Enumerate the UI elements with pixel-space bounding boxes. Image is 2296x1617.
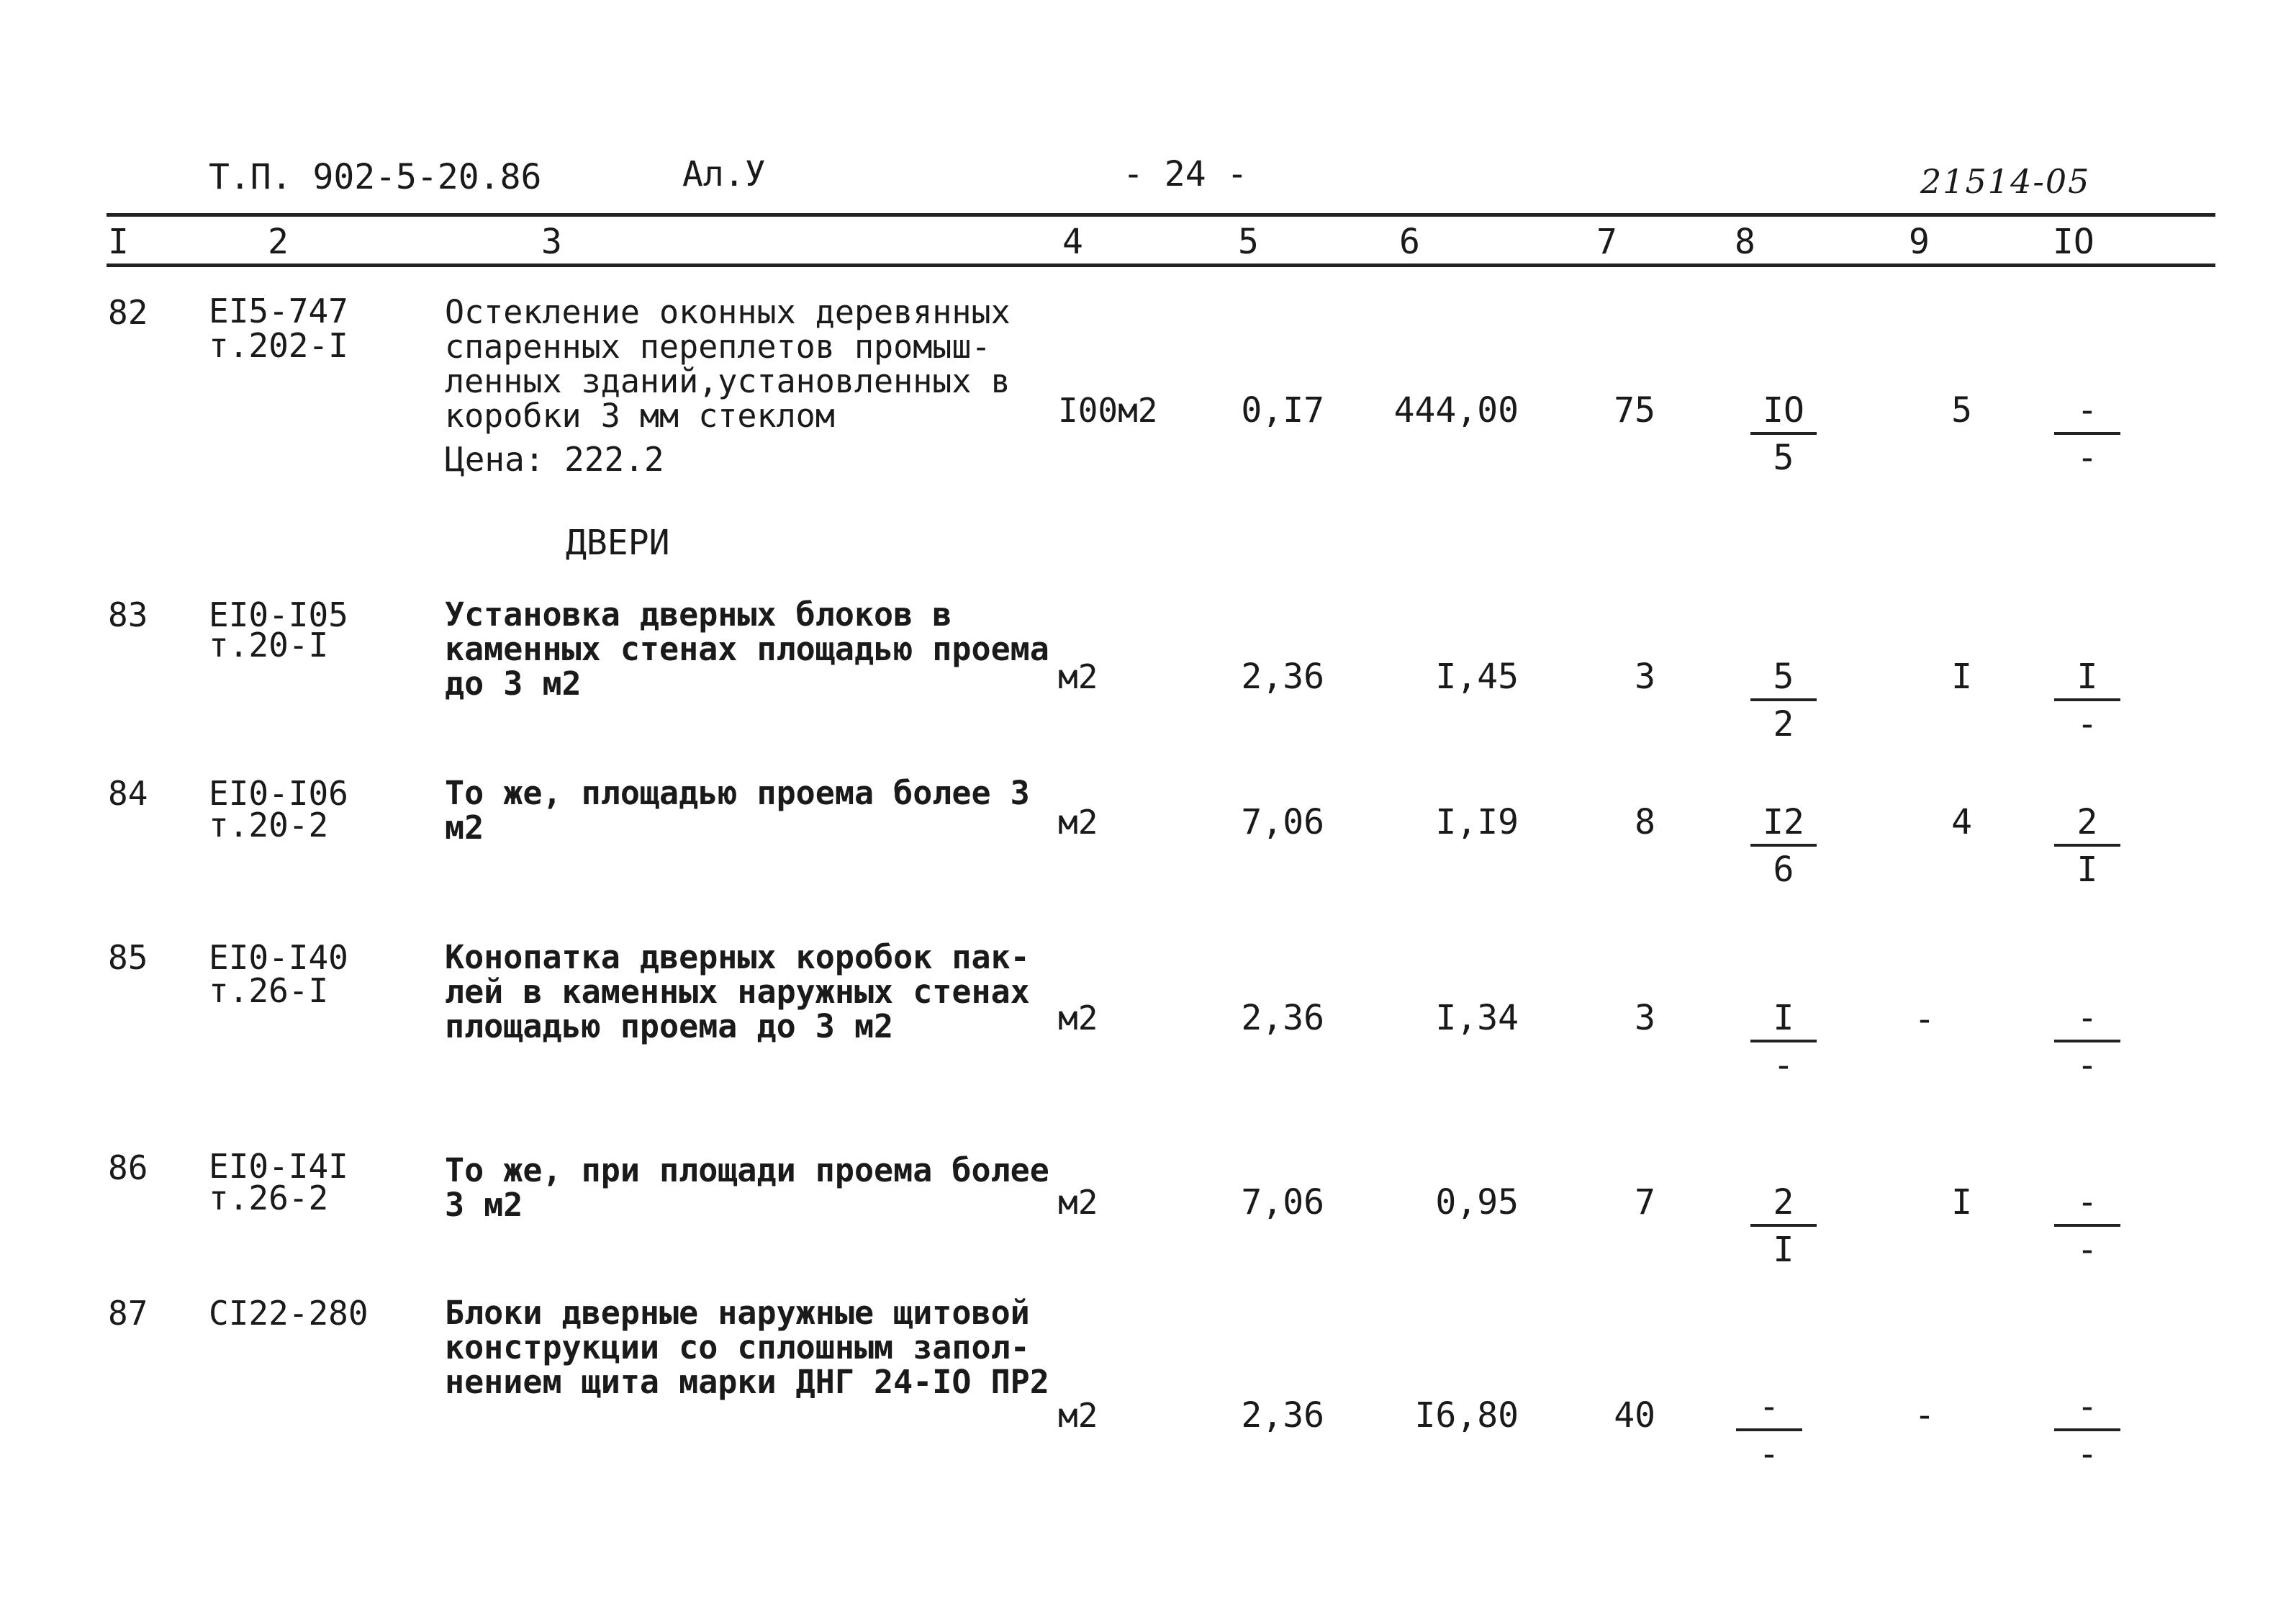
work-description: Блоки дверные наружные щитовой конструкции со сплошным запол-нением щита марки ДНГ 24-IO ПР2 (445, 1294, 1049, 1401)
fraction-bottom: 2 (1773, 704, 1794, 744)
unit-cost: 0,95 (1435, 1182, 1519, 1222)
quantity: 7,06 (1241, 1182, 1324, 1222)
row-number: 84 (108, 774, 148, 813)
row-number: 82 (108, 293, 148, 332)
fraction-bottom: I (1773, 1230, 1794, 1270)
column-header-4: 4 (1062, 222, 1083, 262)
quantity: 2,36 (1241, 1395, 1324, 1436)
fraction-bottom: 6 (1773, 850, 1794, 890)
col8-fraction (1748, 1182, 1820, 1270)
unit: м2 (1058, 1396, 1098, 1435)
total-cost: 3 (1635, 657, 1655, 697)
rate-code: EI0-I06 (209, 774, 348, 813)
fraction-top: I (1773, 998, 1794, 1038)
fraction-bar (2054, 1428, 2120, 1431)
rate-code: CI22-280 (209, 1294, 369, 1333)
fraction-bar (2054, 1040, 2120, 1042)
unit: м2 (1058, 657, 1098, 696)
column-header-1: I (108, 222, 129, 262)
fraction-bar (1736, 1428, 1802, 1431)
archive-number: 21514-05 (1920, 162, 2091, 201)
fraction-bottom: - (2076, 704, 2098, 744)
quantity: 2,36 (1241, 998, 1324, 1038)
rate-code: EI0-I4I (209, 1147, 348, 1186)
fraction-bottom: 5 (1773, 438, 1794, 478)
fraction-bar (2054, 698, 2120, 701)
fraction-bar (1750, 1224, 1817, 1227)
col10-fraction (2051, 1389, 2123, 1472)
total-cost: 8 (1635, 802, 1655, 842)
col9-value: 5 (1951, 390, 1972, 431)
col9-value: - (1914, 999, 1935, 1040)
fraction-bar (1750, 432, 1817, 435)
fraction-top: - (1758, 1387, 1780, 1427)
fraction-top: IO (1763, 390, 1804, 431)
fraction-top: - (2076, 1182, 2098, 1222)
total-cost: 75 (1614, 390, 1655, 431)
header-bottom-rule (107, 264, 2215, 267)
fraction-bottom: - (1773, 1045, 1794, 1086)
total-cost: 3 (1635, 998, 1655, 1038)
col9-value: - (1914, 1395, 1935, 1436)
table-ref: т.26-2 (209, 1179, 329, 1217)
fraction-bar (1750, 698, 1817, 701)
fraction-top: I (2076, 657, 2098, 697)
unit: м2 (1058, 999, 1098, 1037)
fraction-top: 2 (2076, 802, 2098, 842)
row-number: 83 (108, 595, 148, 634)
unit: I00м2 (1058, 391, 1158, 430)
fraction-bar (1750, 844, 1817, 847)
col8-fraction (1748, 802, 1820, 890)
total-cost: 7 (1635, 1182, 1655, 1222)
col9-value: I (1951, 657, 1972, 697)
column-header-9: 9 (1909, 222, 1930, 262)
table-ref: т.20-I (209, 626, 329, 665)
fraction-top: 5 (1773, 657, 1794, 697)
col10-fraction (2051, 998, 2123, 1086)
fraction-bottom: I (2076, 850, 2098, 890)
table-ref: т.202-I (209, 326, 348, 365)
section-title: ДВЕРИ (566, 523, 670, 563)
fraction-top: 2 (1773, 1182, 1794, 1222)
col10-fraction (2051, 390, 2123, 478)
column-header-8: 8 (1735, 222, 1755, 262)
col10-fraction (2051, 802, 2123, 890)
rate-code: EI5-747 (209, 292, 348, 330)
work-description: Остекление оконных деревянных спаренных переплетов промыш-ленных зданий,установленных в коробки 3 мм стеклом (445, 293, 1011, 435)
page-number: - 24 - (1123, 154, 1248, 194)
work-description: То же, при площади проема более 3 м2 (445, 1151, 1049, 1224)
fraction-bottom: - (2076, 1230, 2098, 1270)
album-number: Ал.У (682, 154, 766, 194)
rate-code: EI0-I05 (209, 595, 348, 634)
row-number: 85 (108, 938, 148, 977)
column-header-6: 6 (1399, 222, 1420, 262)
column-header-3: 3 (541, 222, 562, 262)
fraction-bar (2054, 432, 2120, 435)
col8-fraction (1748, 998, 1820, 1086)
col8-fraction (1748, 659, 1820, 742)
fraction-top: - (2076, 390, 2098, 431)
fraction-bottom: - (2076, 1434, 2098, 1474)
unit: м2 (1058, 803, 1098, 842)
col10-fraction (2051, 1182, 2123, 1270)
work-description: Конопатка дверных коробок пак-лей в каменных наружных стенах площадью проема до 3 м2 (445, 938, 1030, 1045)
quantity: 0,I7 (1241, 390, 1324, 431)
fraction-bottom: - (2076, 438, 2098, 478)
fraction-top: - (2076, 1387, 2098, 1427)
price-note: Цена: 222.2 (445, 440, 664, 479)
row-number: 86 (108, 1148, 148, 1187)
unit-cost: 444,00 (1393, 390, 1519, 431)
col9-value: 4 (1951, 802, 1972, 842)
col9-value: I (1951, 1182, 1972, 1222)
fraction-bar (1750, 1040, 1817, 1042)
col8-fraction (1748, 390, 1820, 478)
unit-cost: I6,80 (1414, 1395, 1519, 1436)
row-number: 87 (108, 1294, 148, 1333)
unit-cost: I,I9 (1435, 802, 1519, 842)
col10-fraction (2051, 659, 2123, 742)
doc-code: Т.П. 902-5-20.86 (209, 157, 542, 197)
fraction-top: - (2076, 998, 2098, 1038)
col8-fraction (1733, 1389, 1805, 1472)
column-header-2: 2 (268, 222, 289, 262)
total-cost: 40 (1614, 1395, 1655, 1436)
fraction-bar (2054, 844, 2120, 847)
quantity: 2,36 (1241, 657, 1324, 697)
rate-code: EI0-I40 (209, 938, 348, 977)
fraction-bottom: - (2076, 1045, 2098, 1086)
unit-cost: I,45 (1435, 657, 1519, 697)
unit-cost: I,34 (1435, 998, 1519, 1038)
header-top-rule (107, 213, 2215, 217)
fraction-bar (2054, 1224, 2120, 1227)
fraction-top: I2 (1763, 802, 1804, 842)
column-header-7: 7 (1596, 222, 1617, 262)
table-ref: т.26-I (209, 971, 329, 1010)
work-description: Установка дверных блоков в каменных стенах площадью проема до 3 м2 (445, 595, 1049, 703)
table-ref: т.20-2 (209, 806, 329, 844)
unit: м2 (1058, 1183, 1098, 1222)
column-header-5: 5 (1238, 222, 1259, 262)
work-description: То же, площадью проема более 3 м2 (445, 774, 1030, 847)
column-header-10: IO (2053, 222, 2094, 262)
quantity: 7,06 (1241, 802, 1324, 842)
fraction-bottom: - (1758, 1434, 1780, 1474)
